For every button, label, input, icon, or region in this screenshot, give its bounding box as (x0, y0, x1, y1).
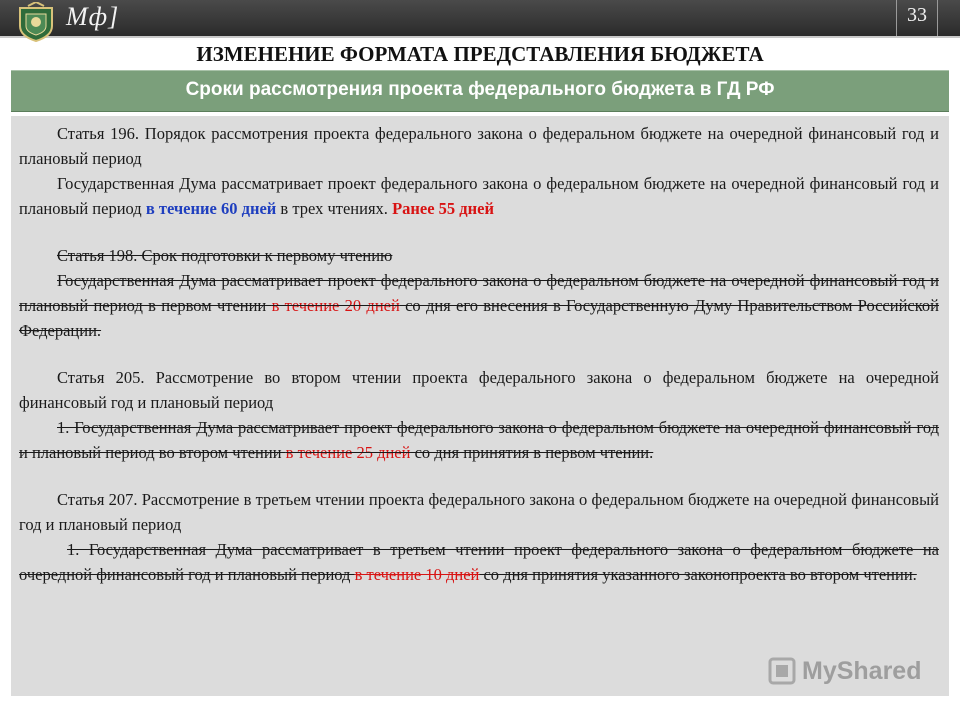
article-198-text (19, 268, 939, 343)
article-207-heading: Статья 207. Рассмотрение в третьем чтении проекта федерального закона о федеральном бюджете на очередной финансовый год и плановый период (19, 490, 939, 534)
article-196-body-end: в трех чтениях. (276, 199, 393, 218)
article-205-term: в течение 25 дней (285, 443, 411, 462)
content-text (19, 121, 939, 587)
ministry-emblem-icon (14, 2, 58, 42)
watermark-icon (768, 655, 796, 687)
logo-text: Мф] (66, 2, 120, 31)
article-205-body-end: со дня принятия в первом чтении. (410, 443, 654, 462)
article-196-body: Государственная Дума рассматривает проект федерального закона о федеральном бюджете на очередной финансовый год и плановый период (19, 174, 939, 218)
watermark (768, 655, 921, 687)
article-198-heading: Статья 198. Срок подготовки к первому чтению (57, 246, 393, 265)
subtitle: Сроки рассмотрения проекта федерального бюджета в ГД РФ (185, 79, 775, 100)
article-196-term: в течение 60 дней (145, 199, 277, 218)
article-198-body: Государственная Дума рассматривает проект федерального закона о федеральном бюджете на очередной финансовый год и плановый период в первом чтении (19, 271, 939, 315)
article-207-body-end: со дня принятия указанного законопроекта во втором чтении. (479, 565, 917, 584)
watermark-text: MyShared (802, 656, 922, 685)
page-title: ИЗМЕНЕНИЕ ФОРМАТА ПРЕДСТАВЛЕНИЯ БЮДЖЕТА (196, 42, 764, 66)
page-number: 33 (896, 0, 938, 36)
article-196-text (19, 171, 939, 221)
article-196-note: Ранее 55 дней (392, 199, 494, 218)
article-207-term: в течение 10 дней (354, 565, 480, 584)
article-198-term: в течение 20 дней (271, 296, 400, 315)
article-198-body-end: со дня его внесения в Государственную Думу Правительством Российской Федерации. (19, 296, 939, 340)
article-207-text (19, 537, 939, 587)
article-205-body: 1. Государственная Дума рассматривает проект федерального закона о федеральном бюджете на очередной финансовый год и плановый период во втором чтении (19, 418, 939, 462)
article-196-heading: Статья 196. Порядок рассмотрения проекта федерального закона о федеральном бюджете на очередной финансовый год и плановый период (19, 124, 939, 168)
article-205-text (19, 415, 939, 465)
article-207-body: 1. Государственная Дума рассматривает в третьем чтении проект федерального закона о федеральном бюджете на очередной финансовый год и плановый период (19, 540, 939, 584)
article-205-heading: Статья 205. Рассмотрение во втором чтении проекта федерального закона о федеральном бюджете на очередной финансовый год и плановый период (19, 368, 939, 412)
subtitle-band (11, 70, 949, 112)
header-bar (0, 0, 960, 38)
